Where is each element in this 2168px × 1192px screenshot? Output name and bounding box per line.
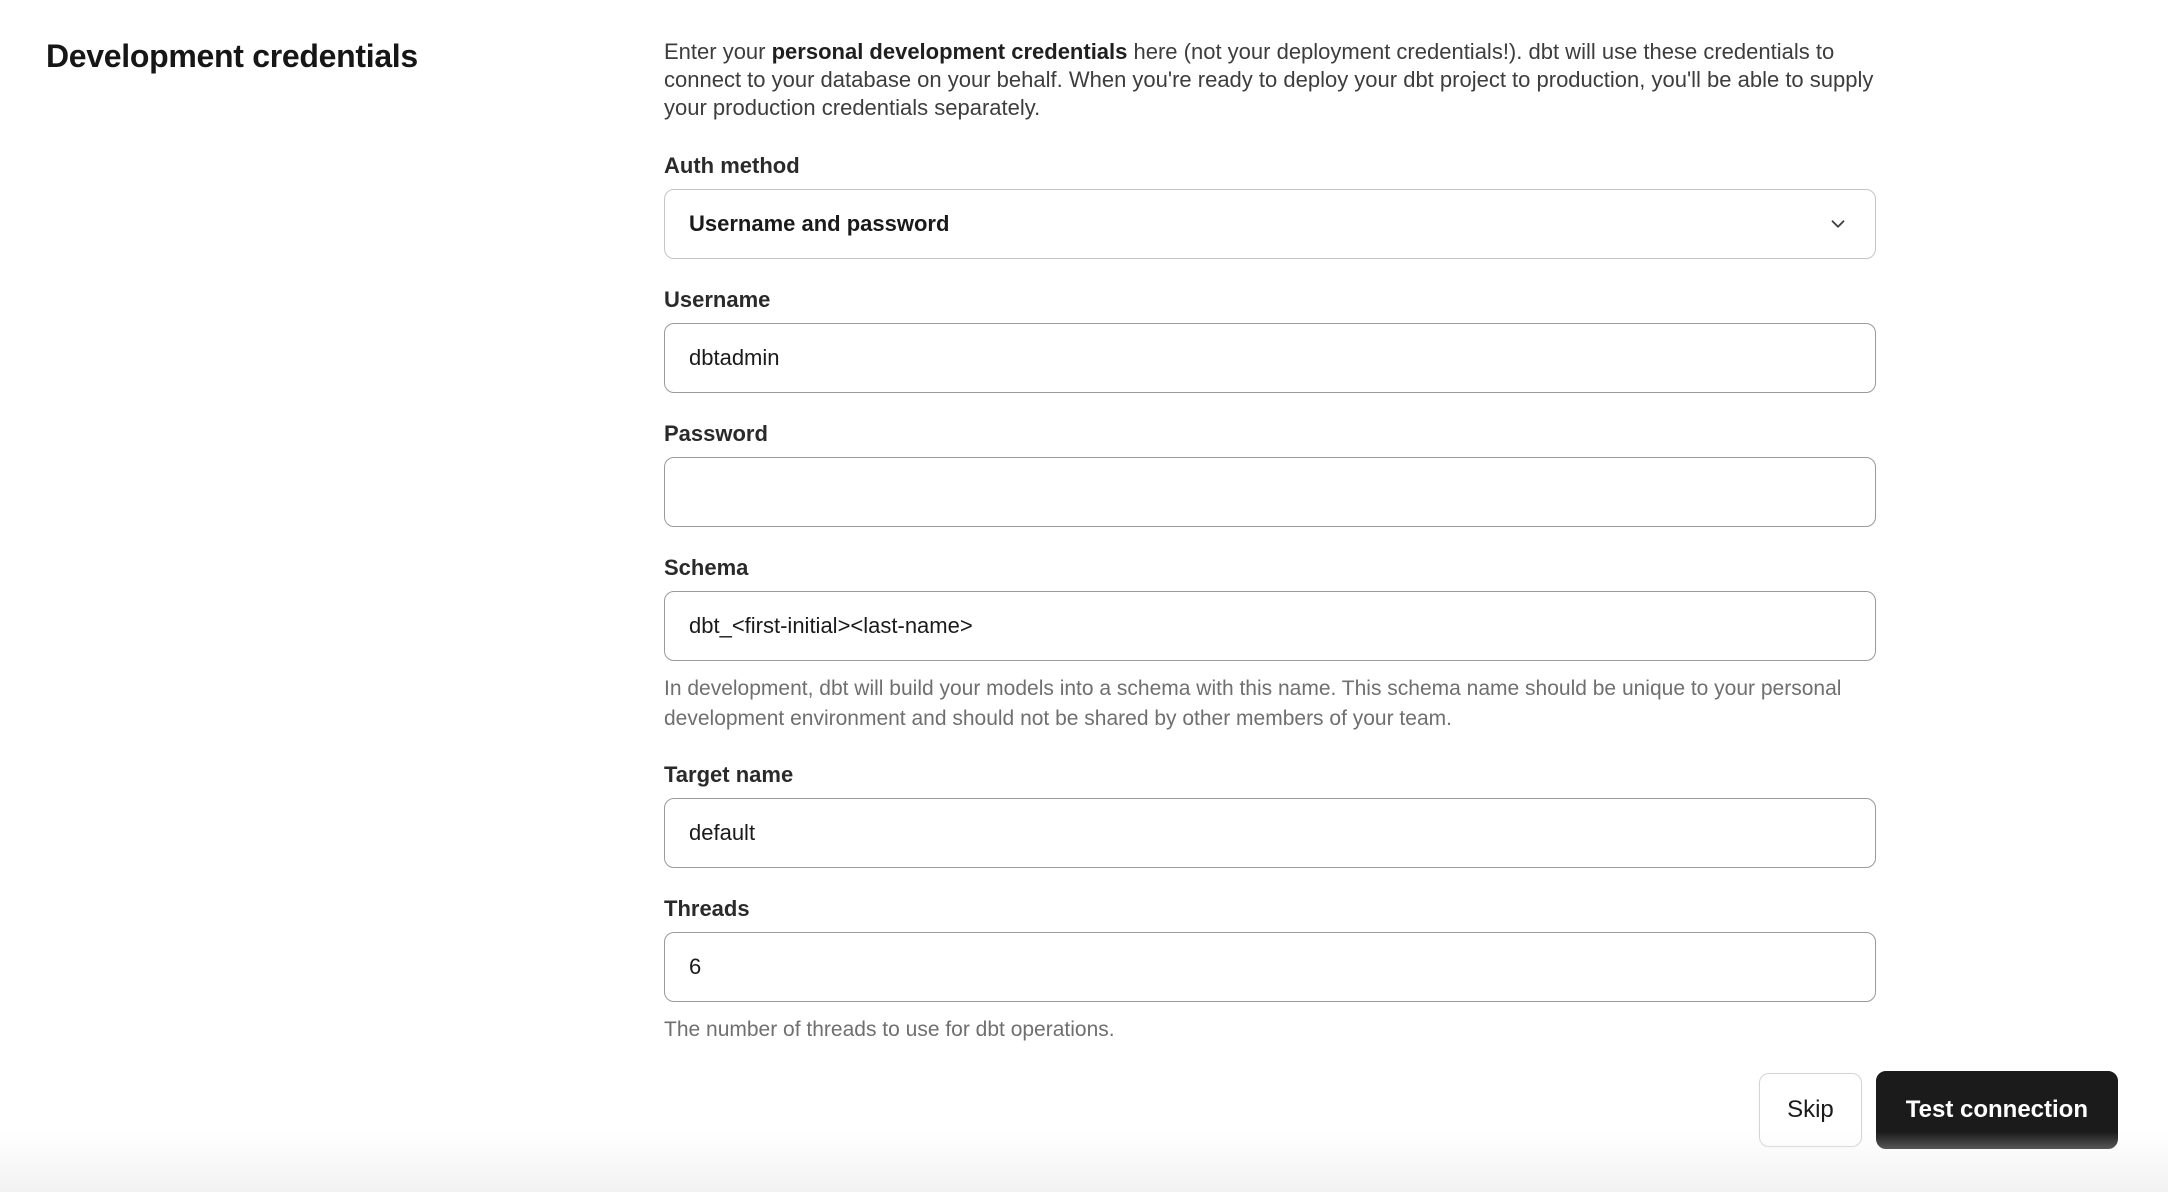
- skip-button[interactable]: Skip: [1759, 1073, 1862, 1147]
- auth-method-selected-value: Username and password: [689, 211, 950, 236]
- description-suffix: here (not your deployment credentials!). dbt will use these credentials to connect to your database on your behalf. When you're ready to deploy your dbt project to production, you'll be able to supply your production credentials separately.: [664, 39, 1874, 120]
- target-name-field-group: [664, 762, 1876, 868]
- schema-helper-text: In development, dbt will build your models into a schema with this name. This schema name should be unique to your personal development environment and should not be shared by other members of your team.: [664, 677, 1842, 730]
- schema-input[interactable]: [664, 591, 1876, 661]
- threads-input[interactable]: [664, 932, 1876, 1002]
- description-prefix: Enter your: [664, 39, 772, 64]
- threads-field-group: [664, 896, 1876, 1045]
- auth-method-field: [664, 153, 1876, 259]
- password-input[interactable]: [664, 457, 1876, 527]
- chevron-down-icon: [1827, 213, 1849, 235]
- schema-label: Schema: [664, 555, 749, 580]
- credentials-form: [664, 36, 1876, 1045]
- auth-method-label: Auth method: [664, 153, 800, 178]
- schema-field-group: [664, 555, 1876, 734]
- password-label: Password: [664, 421, 768, 446]
- form-actions: [1759, 1071, 2118, 1149]
- target-name-input[interactable]: [664, 798, 1876, 868]
- username-label: Username: [664, 287, 771, 312]
- description-bold: personal development credentials: [771, 39, 1128, 64]
- title-column: [46, 36, 664, 75]
- threads-helper-text: The number of threads to use for dbt operations.: [664, 1018, 1115, 1041]
- threads-label: Threads: [664, 896, 750, 921]
- target-name-label: Target name: [664, 762, 794, 787]
- page-title: Development credentials: [46, 38, 418, 74]
- description-text: [664, 38, 1876, 122]
- password-field-group: [664, 421, 1876, 527]
- test-connection-button[interactable]: Test connection: [1876, 1071, 2118, 1149]
- username-input[interactable]: [664, 323, 1876, 393]
- auth-method-select[interactable]: [664, 189, 1876, 259]
- username-field-group: [664, 287, 1876, 393]
